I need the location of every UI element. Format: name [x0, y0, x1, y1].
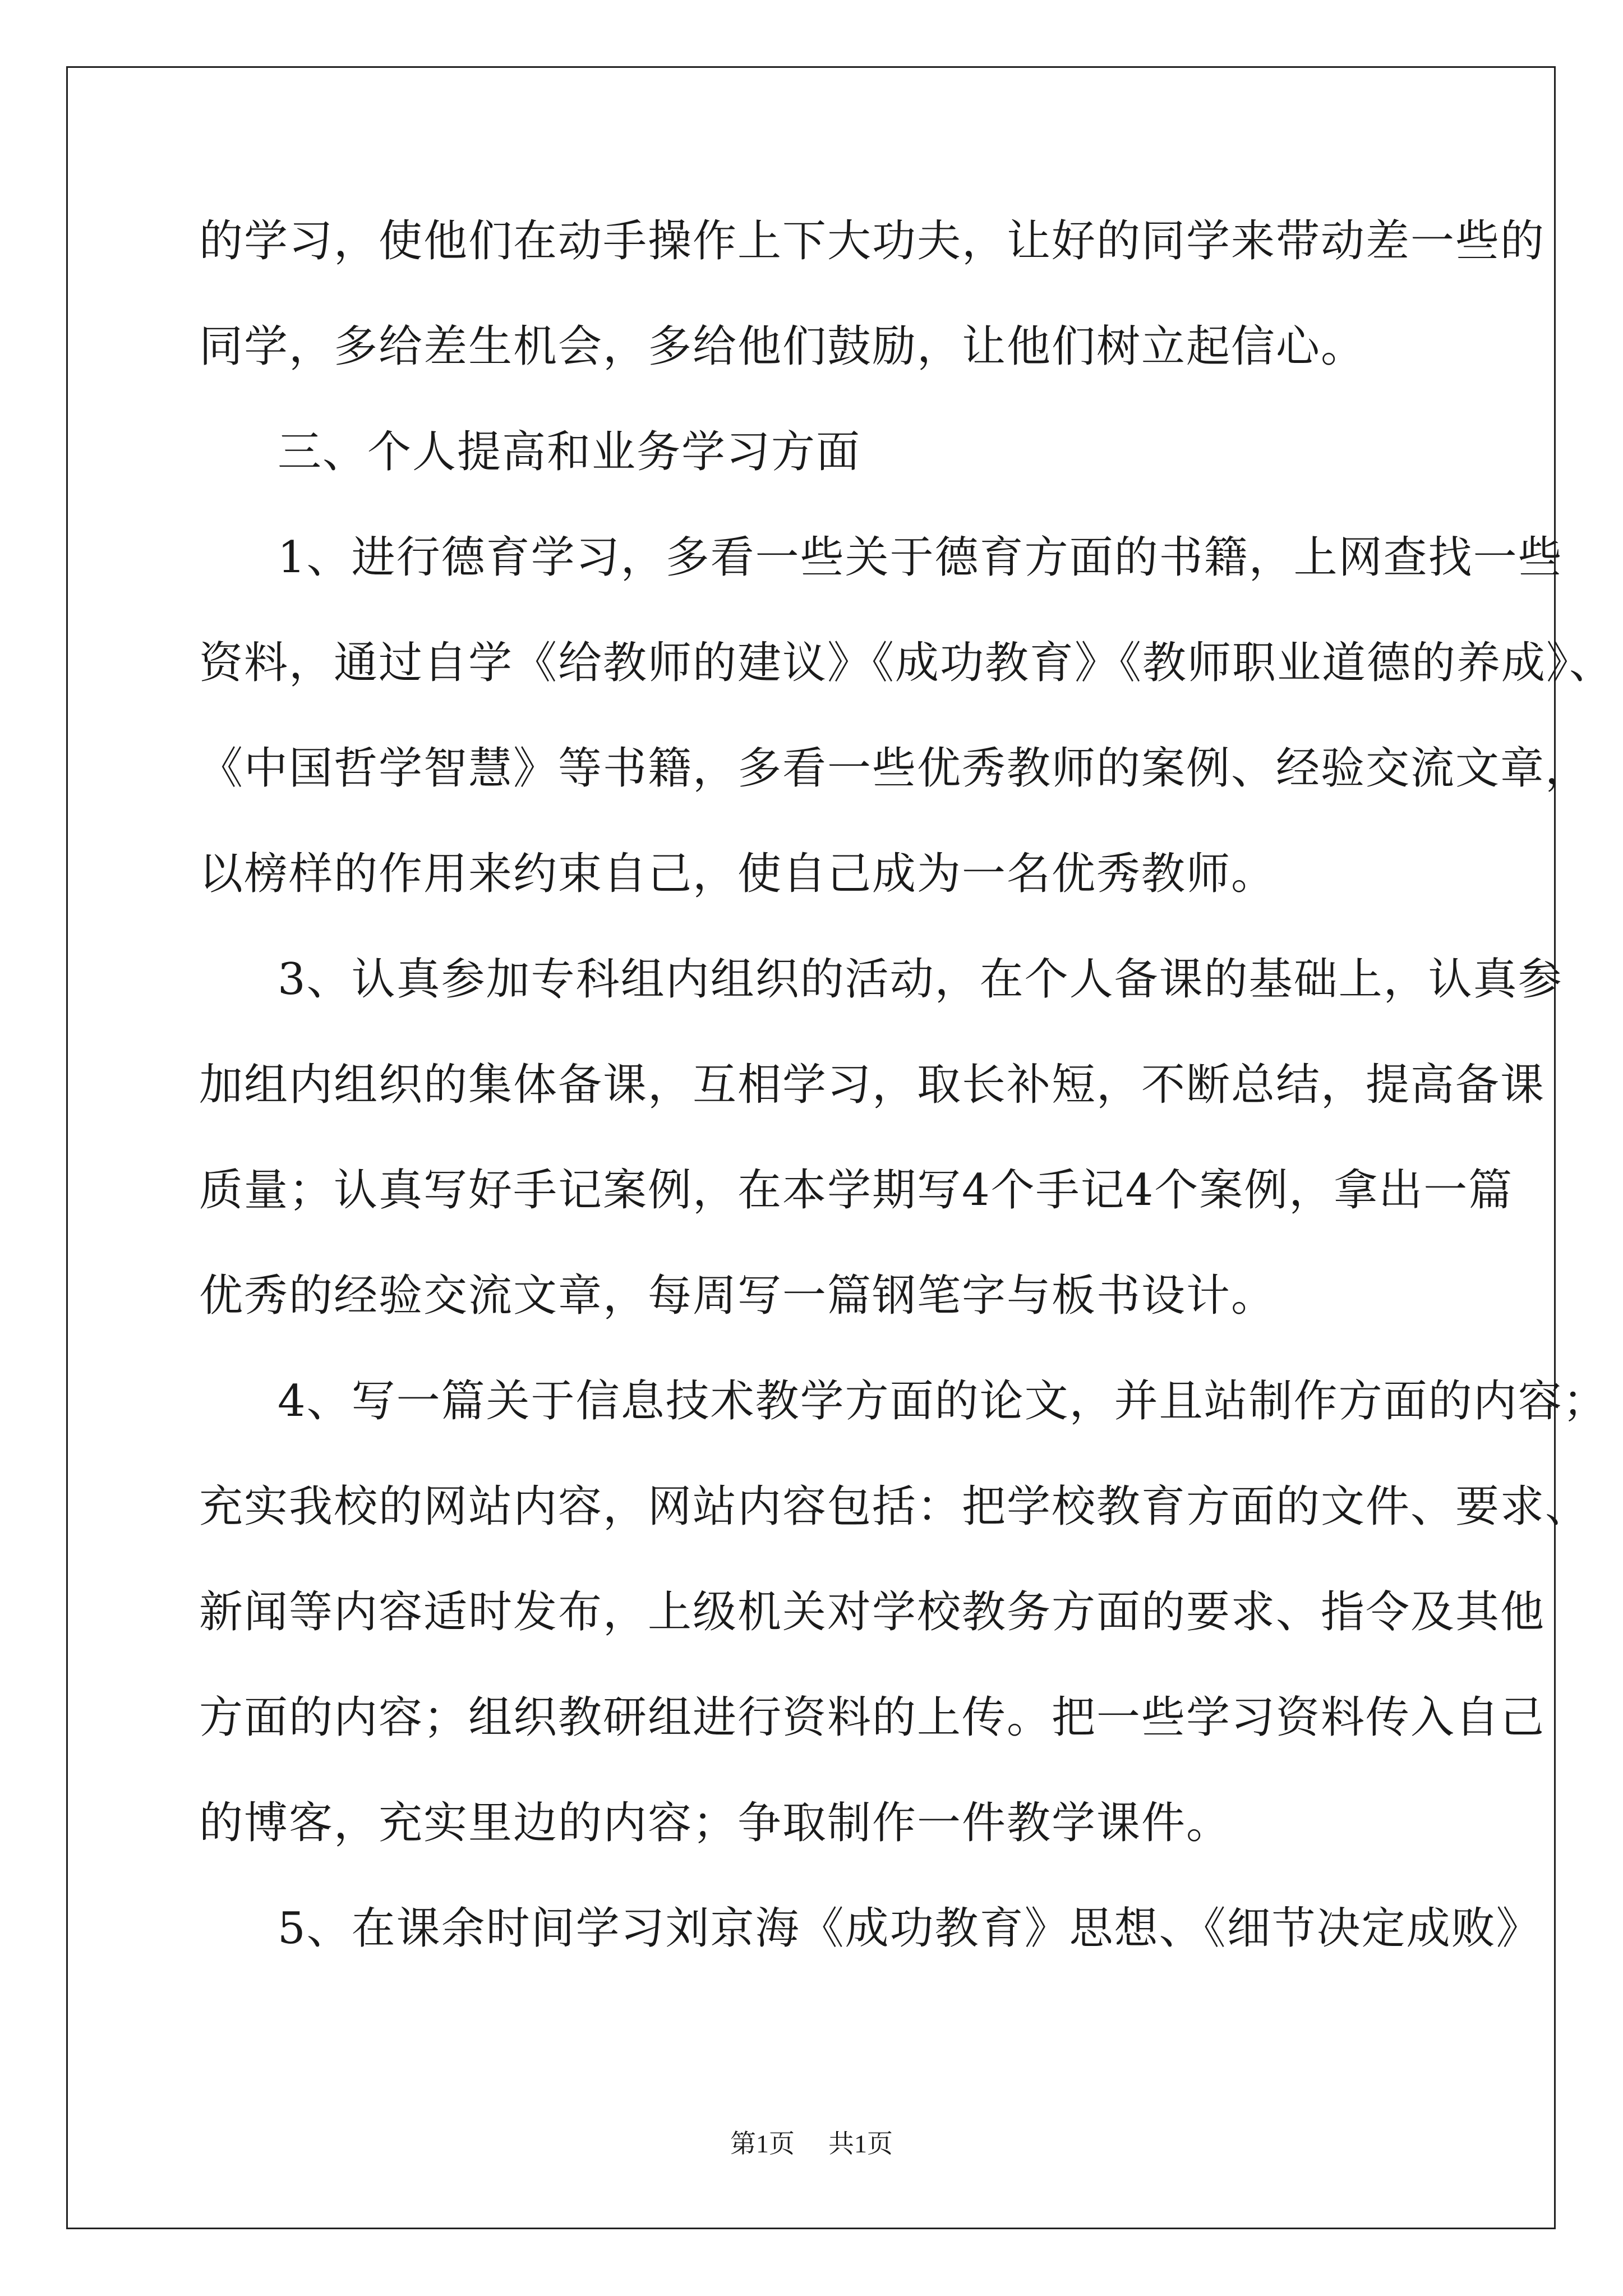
text-line: 加组内组织的集体备课，互相学习，取长补短，不断总结，提高备课	[199, 1060, 1546, 1110]
text-line: 质量；认真写好手记案例，在本学期写4个手记4个案例，拿出一篇	[199, 1165, 1514, 1216]
section-heading: 三、个人提高和业务学习方面	[278, 427, 861, 477]
text-line: 的博客，充实里边的内容；争取制作一件教学课件。	[199, 1798, 1232, 1848]
text-line: 方面的内容；组织教研组进行资料的上传。把一些学习资料传入自己	[199, 1692, 1546, 1743]
page-number: 第1页	[730, 2129, 795, 2158]
text-line: 充实我校的网站内容，网站内容包括：把学校教育方面的文件、要求、	[199, 1481, 1590, 1532]
text-line: 新闻等内容适时发布，上级机关对学校教务方面的要求、指令及其他	[199, 1587, 1546, 1637]
text-line: 资料，通过自学《给教师的建议》《成功教育》《教师职业道德的养成》、	[199, 638, 1615, 688]
text-line: 同学，多给差生机会，多给他们鼓励，让他们树立起信心。	[199, 321, 1366, 372]
page-footer	[0, 2123, 1623, 2160]
text-line: 5、在课余时间学习刘京海《成功教育》思想、《细节决定成败》	[278, 1903, 1541, 1954]
text-line: 以榜样的作用来约束自己，使自己成为一名优秀教师。	[199, 849, 1276, 899]
text-line: 的学习，使他们在动手操作上下大功夫，让好的同学来带动差一些的	[199, 216, 1546, 266]
text-line: 优秀的经验交流文章，每周写一篇钢笔字与板书设计。	[199, 1271, 1276, 1321]
text-line: 1、进行德育学习，多看一些关于德育方面的书籍，上网查找一些	[278, 532, 1563, 583]
text-line: 《中国哲学智慧》等书籍，多看一些优秀教师的案例、经验交流文章，	[199, 743, 1590, 794]
text-line: 4、写一篇关于信息技术教学方面的论文，并且站制作方面的内容；	[278, 1376, 1608, 1427]
text-line: 3、认真参加专科组内组织的活动，在个人备课的基础上，认真参	[278, 954, 1563, 1005]
page-total: 共1页	[828, 2129, 893, 2158]
